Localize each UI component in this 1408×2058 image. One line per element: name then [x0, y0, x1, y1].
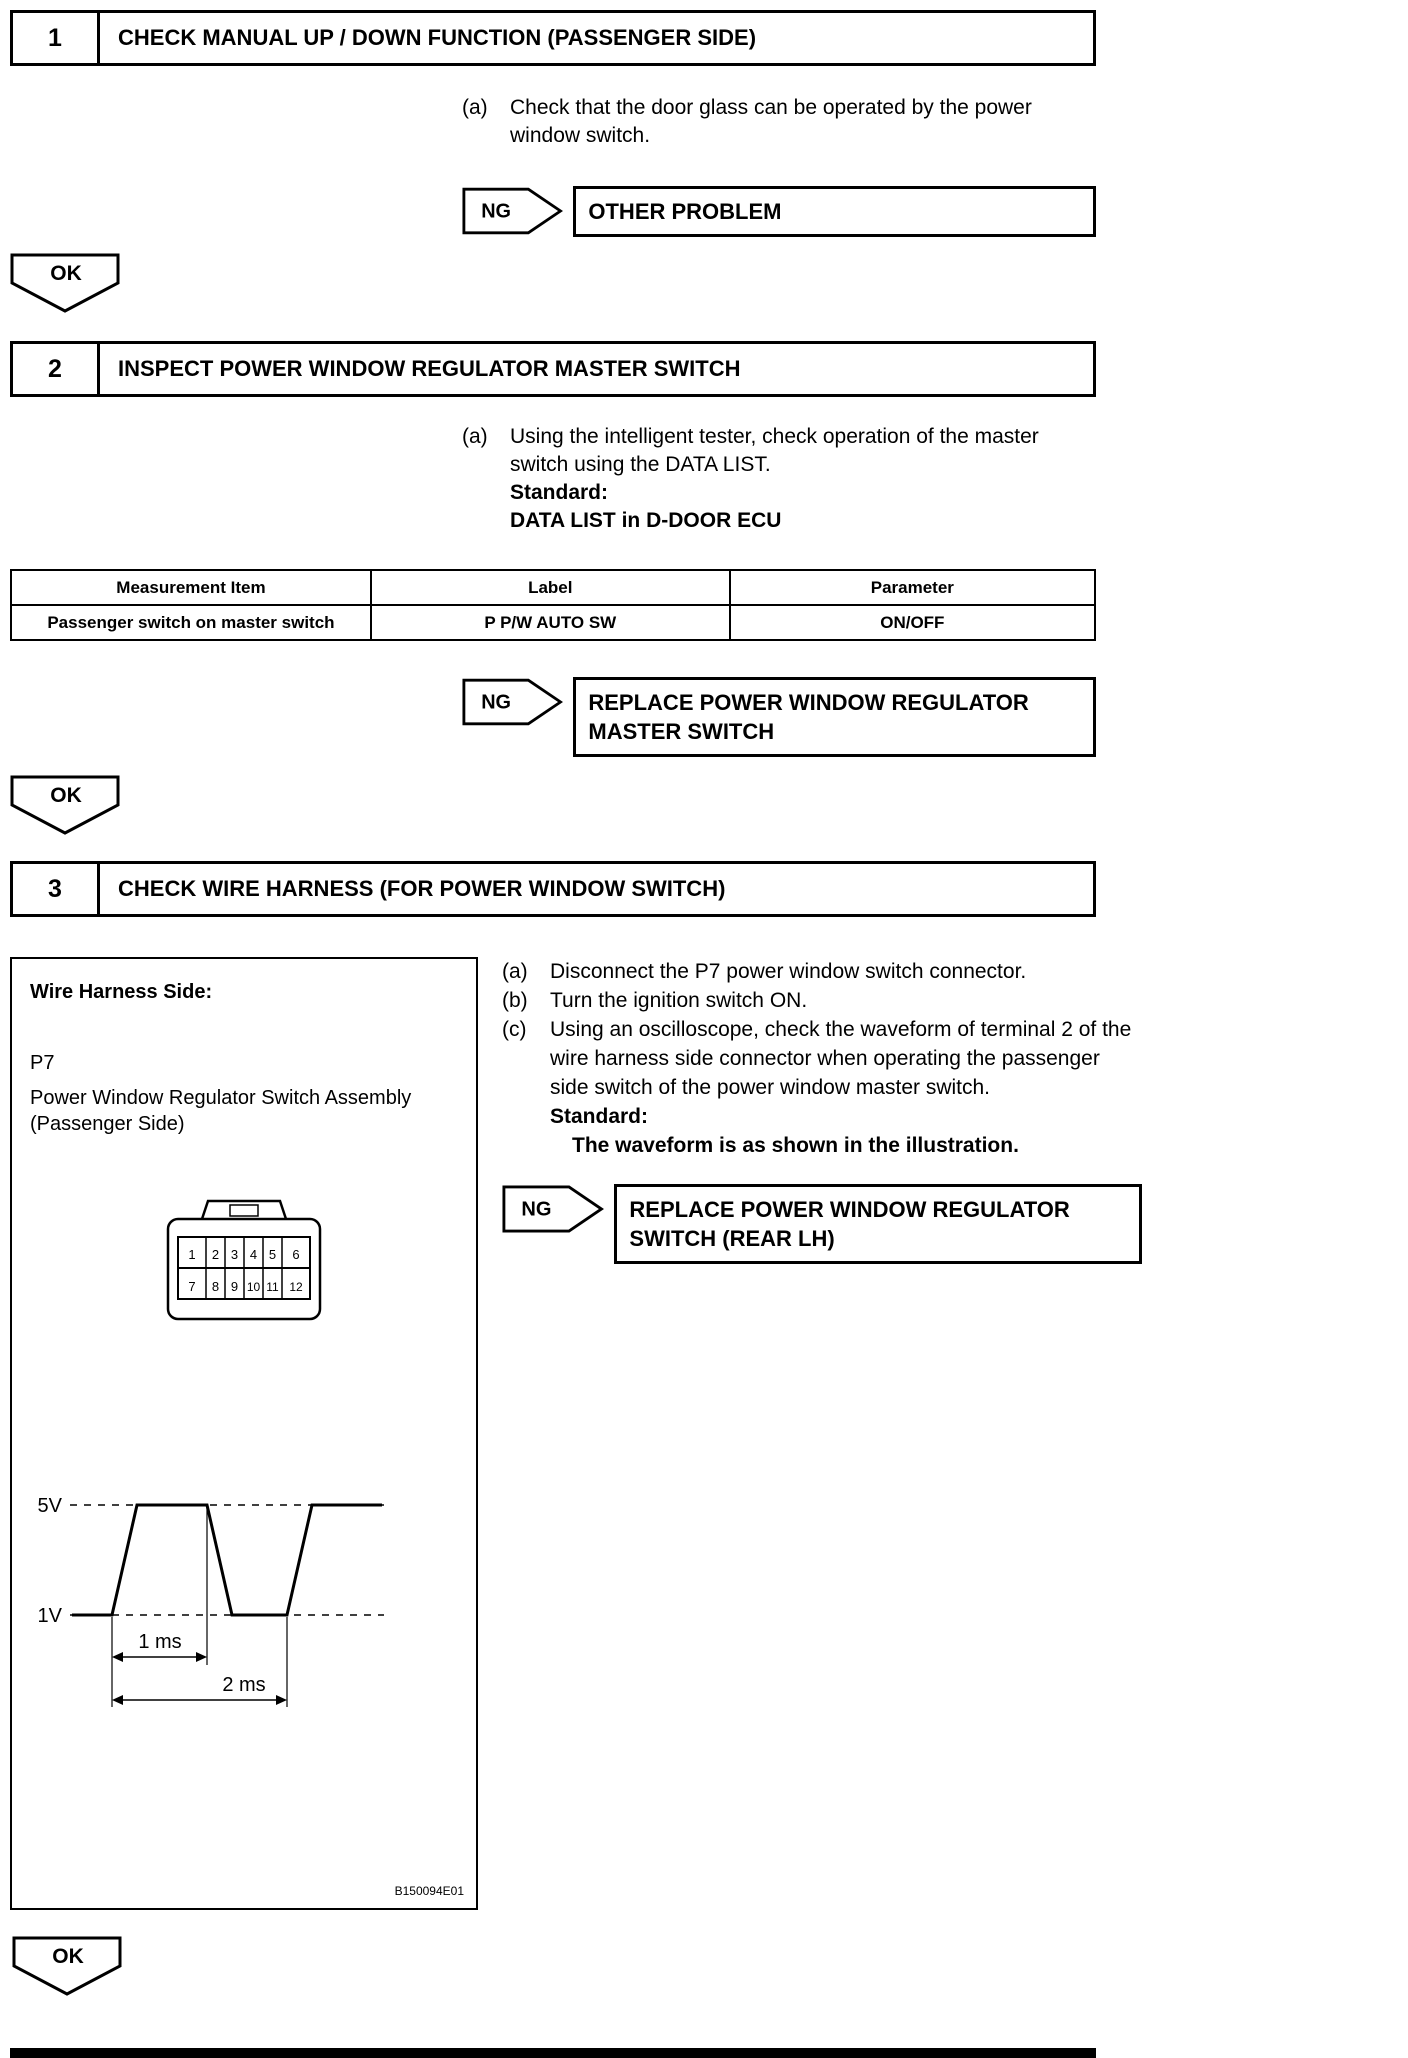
waveform-t2-label: 2 ms: [222, 1674, 266, 1696]
standard-text: The waveform is as shown in the illustration.: [572, 1134, 1019, 1157]
connector-pin-label: 8: [211, 1279, 220, 1294]
ok-label: OK: [50, 784, 82, 807]
ng-arrow-icon: [502, 1184, 604, 1234]
item-marker: (a): [502, 960, 528, 983]
connector-pin-label: 10: [246, 1280, 261, 1294]
ng-arrow-icon: [462, 186, 563, 236]
waveform-t1-label: 1 ms: [138, 1631, 182, 1653]
ok-label: OK: [50, 262, 82, 285]
ng-arrow-icon: [462, 677, 563, 727]
step-3-header: [10, 861, 1096, 917]
step-2-procedure: [462, 423, 1098, 535]
step-1-ng-result: OTHER PROBLEM: [573, 186, 1096, 237]
item-marker: (a): [462, 96, 488, 119]
table-header-row: [11, 570, 1095, 605]
waveform-trace: [72, 1505, 382, 1615]
table-header-label: Label: [371, 570, 730, 605]
item-text: Using the intelligent tester, check operation of the master switch using the DATA LIST.: [510, 425, 1039, 476]
waveform-diagram: [32, 1455, 412, 1717]
step-3-text-column: [502, 957, 1142, 1264]
procedure-item: [502, 1015, 1142, 1102]
table-header-parameter: Parameter: [730, 570, 1095, 605]
table-cell-label: P P/W AUTO SW: [371, 605, 730, 640]
step-1-header: [10, 10, 1096, 66]
connector-pin-label: 9: [230, 1279, 239, 1294]
connector-pin-label: 11: [266, 1280, 279, 1294]
connector-pin-label: 7: [188, 1279, 196, 1294]
waveform-low-label: 1V: [37, 1605, 62, 1627]
connector-pin-label: 3: [230, 1247, 239, 1262]
step-3-title: CHECK WIRE HARNESS (FOR POWER WINDOW SWITCH): [118, 876, 726, 901]
ng-label: NG: [521, 1198, 552, 1221]
item-text: Disconnect the P7 power window switch connector.: [550, 960, 1027, 983]
step-1-procedure: [462, 94, 1098, 150]
table-cell-parameter: ON/OFF: [730, 605, 1095, 640]
step-2-title: INSPECT POWER WINDOW REGULATOR MASTER SWITCH: [118, 356, 741, 381]
connector-diagram: [154, 1195, 334, 1327]
step-2-header: [10, 341, 1096, 397]
connector-id: P7: [30, 1052, 55, 1074]
procedure-item: [462, 423, 1098, 479]
data-list-table: [10, 569, 1096, 641]
procedure-item: [502, 957, 1142, 986]
manual-page: [10, 10, 1132, 2058]
figure-code: B150094E01: [394, 1884, 464, 1898]
connector-pin-label: 12: [289, 1280, 303, 1294]
ok-arrow-icon: [10, 775, 122, 837]
item-marker: (b): [502, 989, 528, 1012]
standard-text: DATA LIST in D-DOOR ECU: [510, 509, 782, 532]
ok-label: OK: [52, 1945, 84, 1968]
step-3-ng-row: [502, 1184, 1142, 1264]
wire-harness-illustration-box: [10, 957, 478, 1910]
connector-pin-label: 4: [249, 1247, 258, 1262]
item-text: Using an oscilloscope, check the waveform of terminal 2 of the wire harness side connector when operating the passenger side switch of the power window master switch.: [550, 1018, 1132, 1099]
ok-arrow-icon: [10, 253, 122, 315]
item-text: Check that the door glass can be operated by the power window switch.: [510, 96, 1032, 147]
step-3-body: [10, 957, 1132, 1910]
table-header-measurement-item: Measurement Item: [11, 570, 371, 605]
table-cell-measurement-item: Passenger switch on master switch: [11, 605, 371, 640]
item-marker: (a): [462, 425, 488, 448]
ng-label: NG: [481, 691, 512, 714]
illustration-heading: Wire Harness Side:: [30, 981, 213, 1003]
next-section-partial-header: [10, 2048, 1096, 2058]
step-3-number: 3: [13, 864, 100, 914]
step-1-number: 1: [13, 13, 100, 63]
connector-pin-label: 2: [211, 1247, 220, 1262]
ok-arrow-icon: [12, 1936, 124, 1998]
step-3-ng-result: REPLACE POWER WINDOW REGULATOR SWITCH (REAR LH): [614, 1184, 1142, 1264]
table-row: [11, 605, 1095, 640]
item-marker: (c): [502, 1018, 527, 1041]
procedure-item: [462, 94, 1098, 150]
step-2-number: 2: [13, 344, 100, 394]
step-2-ng-result: REPLACE POWER WINDOW REGULATOR MASTER SWITCH: [573, 677, 1096, 757]
step-3-procedure: [502, 957, 1142, 1160]
connector-name: Power Window Regulator Switch Assembly (Passenger Side): [30, 1087, 412, 1135]
procedure-item: [502, 986, 1142, 1015]
connector-pin-label: 5: [268, 1247, 277, 1262]
step-1-ng-row: [462, 186, 1096, 237]
waveform-high-label: 5V: [37, 1495, 62, 1517]
ng-label: NG: [481, 200, 512, 223]
step-2-ng-row: [462, 677, 1096, 757]
step-1-title: CHECK MANUAL UP / DOWN FUNCTION (PASSENGER SIDE): [118, 25, 757, 50]
standard-label: Standard:: [550, 1105, 649, 1128]
connector-pin-label: 6: [292, 1247, 300, 1262]
connector-pin-label: 1: [188, 1247, 196, 1262]
standard-label: Standard:: [510, 481, 609, 504]
item-text: Turn the ignition switch ON.: [550, 989, 808, 1012]
